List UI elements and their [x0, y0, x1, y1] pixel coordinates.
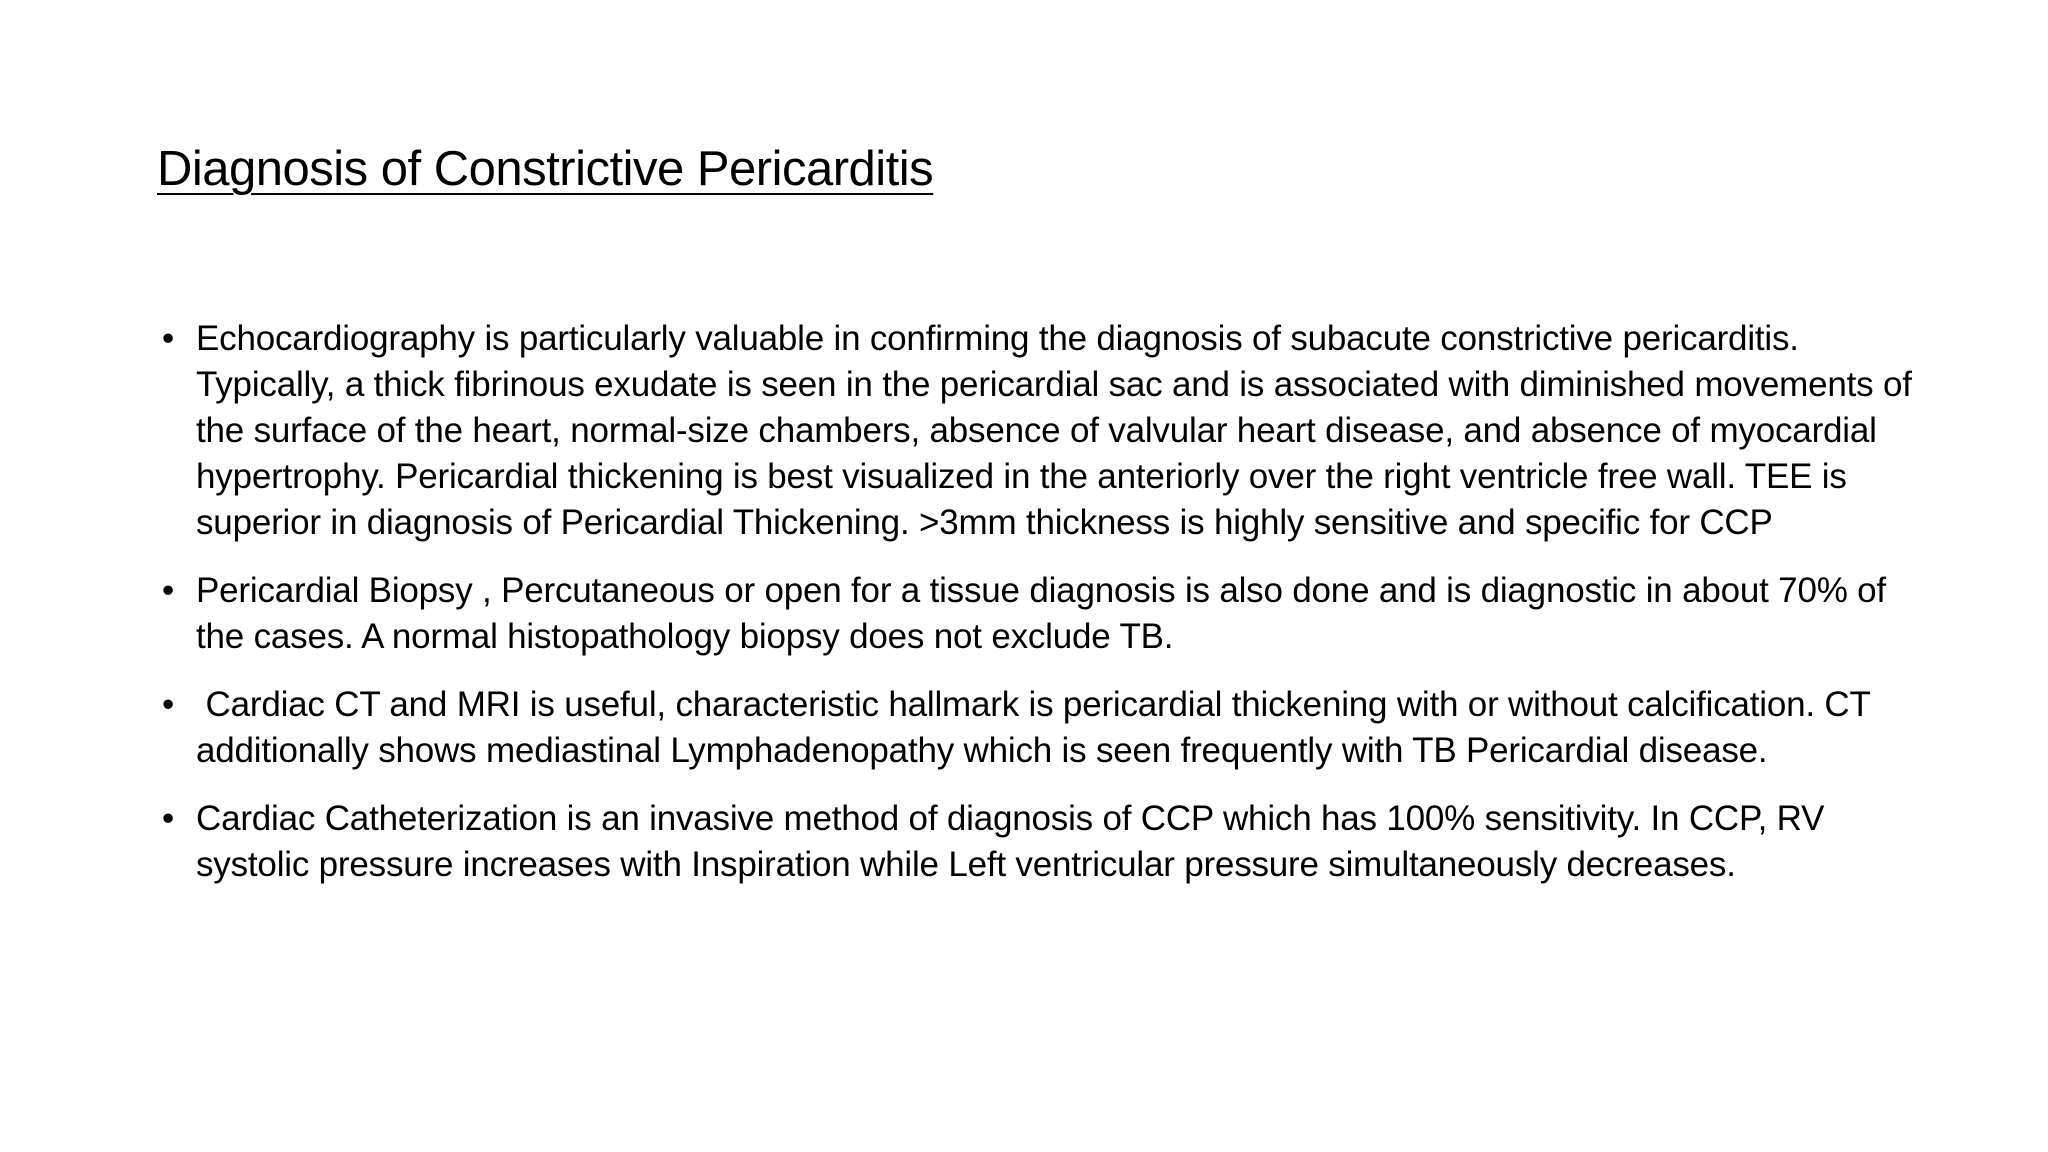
- bullet-dot-icon: •: [161, 685, 175, 724]
- bullet-dot-icon: •: [161, 571, 175, 610]
- bullet-list: [161, 316, 1916, 910]
- bullet-text: Cardiac CT and MRI is useful, characteristic hallmark is pericardial thickening with or without calcification. CT additionally shows mediastinal Lymphadenopathy which is seen frequently with TB Pericardial disease.: [196, 685, 1880, 770]
- slide-title: Diagnosis of Constrictive Pericarditis: [157, 142, 934, 196]
- bullet-text: Pericardial Biopsy , Percutaneous or open for a tissue diagnosis is also done and is diagnostic in about 70% of the cases. A normal histopathology biopsy does not exclude TB.: [196, 571, 1886, 656]
- bullet-item-biopsy: [161, 568, 1916, 660]
- bullet-item-ct-mri: [161, 682, 1916, 774]
- bullet-text: Echocardiography is particularly valuable in confirming the diagnosis of subacute constrictive pericarditis. Typically, a thick fibrinous exudate is seen in the pericardial sac and is associated with diminished movements of the surface of the heart, normal-size chambers, absence of valvular heart disease, and absence of myocardial hypertrophy. Pericardial thickening is best visualized in the anteriorly over the right ventricle free wall. TEE is superior in diagnosis of Pericardial Thickening. >3mm thickness is highly sensitive and specific for CCP: [196, 319, 1912, 542]
- bullet-item-catheterization: [161, 796, 1916, 888]
- bullet-item-echocardiography: [161, 316, 1916, 546]
- bullet-dot-icon: •: [161, 319, 175, 358]
- bullet-text: Cardiac Catheterization is an invasive method of diagnosis of CCP which has 100% sensitivity. In CCP, RV systolic pressure increases with Inspiration while Left ventricular pressure simultaneously decreases.: [196, 799, 1825, 884]
- bullet-dot-icon: •: [161, 799, 175, 838]
